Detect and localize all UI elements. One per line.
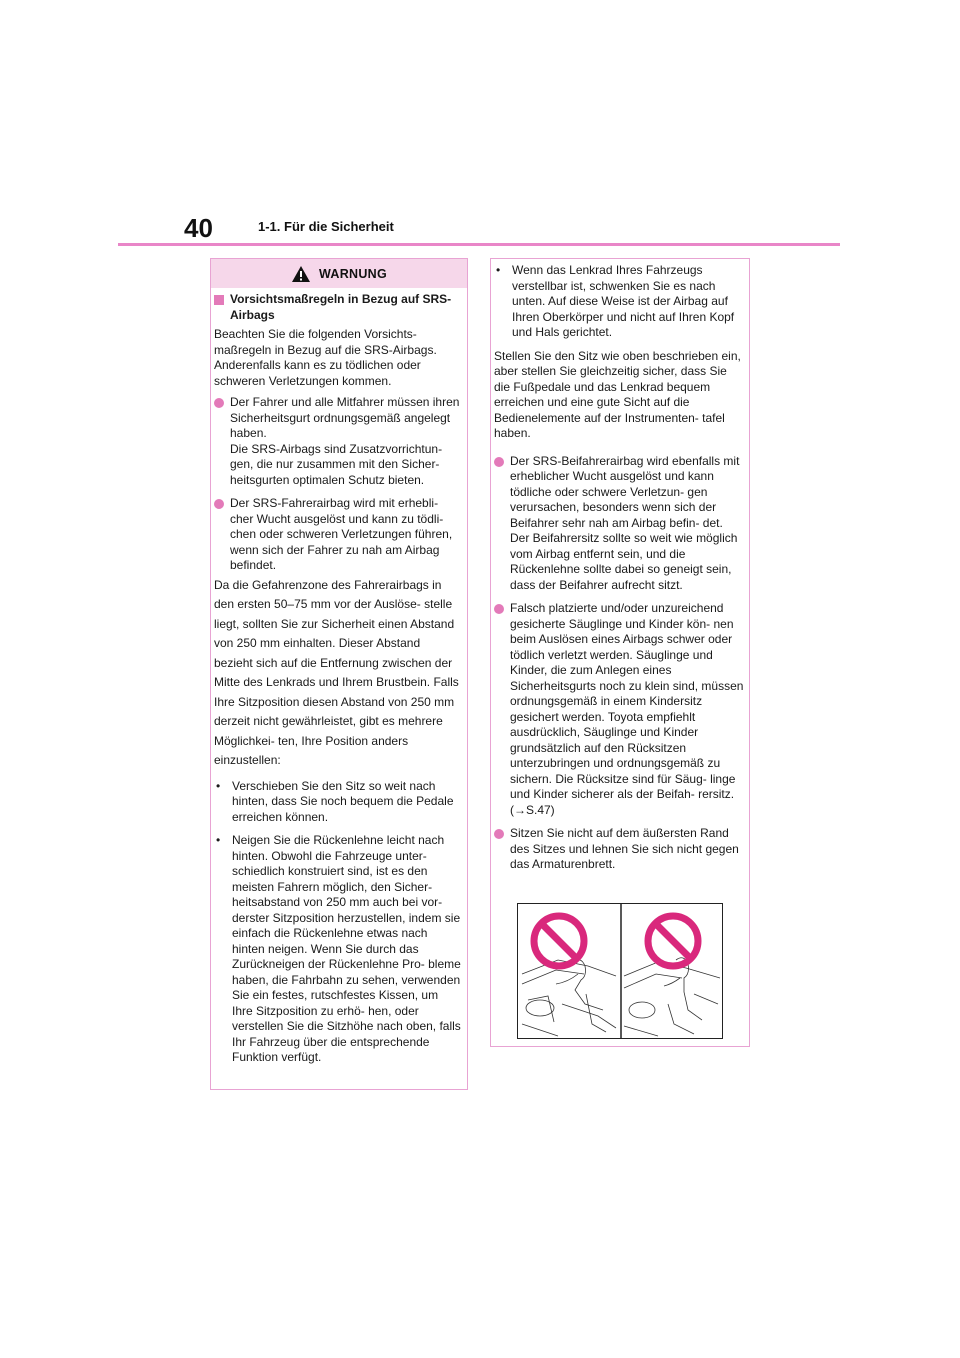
round-bullet-icon — [214, 499, 224, 509]
square-bullet-icon — [214, 295, 224, 305]
header-rule — [118, 243, 840, 246]
right-content — [494, 263, 744, 881]
round-bullet-icon — [214, 398, 224, 408]
warning-intro: Beachten Sie die folgenden Vorsichts- maßregeln in Bezug auf die SRS-Airbags. Anderenfalls kann es zu tödlichen oder schweren Verletzungen kommen. — [214, 327, 437, 388]
bullet-seatbelts-note: Die SRS-Airbags sind Zusatzvorrichtun- gen, die nur zusammen mit den Sicher- heitsgurten optimalen Schutz bieten. — [230, 441, 443, 487]
bullet-driver-airbag — [214, 496, 462, 572]
adjust-paragraph: Stellen Sie den Sitz wie oben beschrieben ein, aber stellen Sie gleichzeitig sicher, dass Sie die Fußpedale und das Lenkrad bequem erreichen und eine gute Sicht auf die Bedienelemente auf der Instrumenten- tafel haben. — [494, 348, 741, 440]
bullet-driver-airbag-text: Der SRS-Fahrerairbag wird mit erhebli- cher Wucht ausgelöst und kann zu tödli- chen oder schweren Verletzungen führen, wenn sich der Fahrer zu nah am Airbag befindet. — [230, 496, 453, 572]
incorrect-seating-illustration — [517, 903, 723, 1039]
round-bullet-icon — [494, 604, 504, 614]
page-number: 40 — [184, 213, 213, 243]
bullet-seat-edge — [494, 826, 744, 873]
round-bullet-icon — [494, 457, 504, 467]
bullet-seatbelts — [214, 395, 462, 488]
sub-bullet-seat-text: Verschieben Sie den Sitz so weit nach hinten, dass Sie noch bequem die Pedale erreichen können. — [232, 778, 454, 824]
sub-bullet-backrest — [214, 833, 462, 1066]
warning-header — [211, 259, 467, 288]
sub-bullet-marker: • — [216, 833, 221, 847]
bullet-seatbelts-text: Der Fahrer und alle Mitfahrer müssen ihren Sicherheitsgurt ordnungsgemäß angelegt haben. — [230, 395, 460, 440]
sub-bullet-backrest-text: Neigen Sie die Rückenlehne leicht nach hinten. Obwohl die Fahrzeuge unter- schiedlich konstruiert sind, ist es den meisten Fahrern möglich, den Sicher- heitsabstand von 250 mm auch bei vor- derster Sitzposition herzustellen, indem sie einfach die Rückenlehne etwas nach hinten neigen. Wenn Sie durch das Zurückneigen der Rückenlehne Pro- bleme haben, die Fahrbahn zu sehen, verwenden Sie ein festes, rutschfestes Kissen, um Ihre Sitzposition zu erhö- hen, oder verstellen Sie die Sitzhöhe nach oben, falls Ihr Fahrzeug über die entsprechende Funktion verfügt. — [232, 833, 461, 1064]
warning-heading — [214, 292, 462, 323]
sub-bullet-marker: • — [216, 778, 221, 793]
sub-bullet-marker: • — [496, 263, 501, 277]
bullet-seat-edge-text: Sitzen Sie nicht auf dem äußersten Rand des Sitzes und lehnen Sie sich nicht gegen das Armaturenbrett. — [510, 826, 739, 871]
illustration-drawing — [518, 904, 723, 1039]
warning-heading-text: Vorsichtsmaßregeln in Bezug auf SRS-Airbags — [230, 292, 452, 322]
bullet-children — [494, 601, 744, 818]
distance-paragraph: Da die Gefahrenzone des Fahrerairbags in den ersten 50–75 mm vor der Auslöse- stelle liegt, sollten Sie zur Sicherheit einen Abstand von 250 mm einhalten. Dieser Abstand bezieht sich auf die Entfernung zwischen der Mitte des Lenkrads und Ihrem Brustbein. Falls Ihre Sitzposition diesen Abstand von 250 mm derzeit nicht gewährleistet, gibt es mehrere Möglichkei- ten, Ihre Position anders einzustellen: — [214, 577, 459, 767]
bullet-passenger-airbag-text: Der SRS-Beifahrerairbag wird ebenfalls mit erheblicher Wucht ausgelöst und kann tödliche oder schwere Verletzun- gen verursachen, besonders wenn sich der Beifahrer sehr nah am Airbag befin- det. Der Beifahrersitz sollte so weit wie möglich vom Airbag entfernt sein, und die Rückenlehne sollte dabei so geneigt sein, dass der Beifahrer aufrecht sitzt. — [510, 453, 740, 592]
sub-bullet-steering-text: Wenn das Lenkrad Ihres Fahrzeugs verstellbar ist, schwenken Sie es nach unten. Auf diese Weise ist der Airbag auf Ihren Oberkörper und nicht auf Ihren Kopf und Hals gerichtet. — [512, 263, 735, 339]
warning-content — [214, 292, 462, 1074]
warning-label: WARNUNG — [318, 266, 388, 281]
warning-triangle-icon — [291, 265, 311, 283]
bullet-children-text: Falsch platzierte und/oder unzureichend gesicherte Säuglinge und Kinder kön- nen beim Auslösen eines Airbags schwer oder tödlich verletzt werden. Säuglinge und Kinder, die zum Anlegen eines Sicherheitsgurts noch zu klein sind, müssen ordnungsgemäß in einem Kindersitz gesichert werden. Toyota empfiehlt ausdrücklich, Säuglinge und Kinder grundsätzlich auf den Rücksitzen unterzubringen und ordnungsgemäß zu sichern. Die Rücksitze sind für Säug- linge und Kinder sicherer als der Beifah- rersitz. (→S.47) — [510, 601, 744, 817]
sub-bullet-steering — [494, 263, 744, 341]
sub-bullet-seat — [214, 779, 462, 826]
section-title: 1-1. Für die Sicherheit — [258, 219, 394, 234]
bullet-passenger-airbag — [494, 454, 744, 594]
round-bullet-icon — [494, 829, 504, 839]
